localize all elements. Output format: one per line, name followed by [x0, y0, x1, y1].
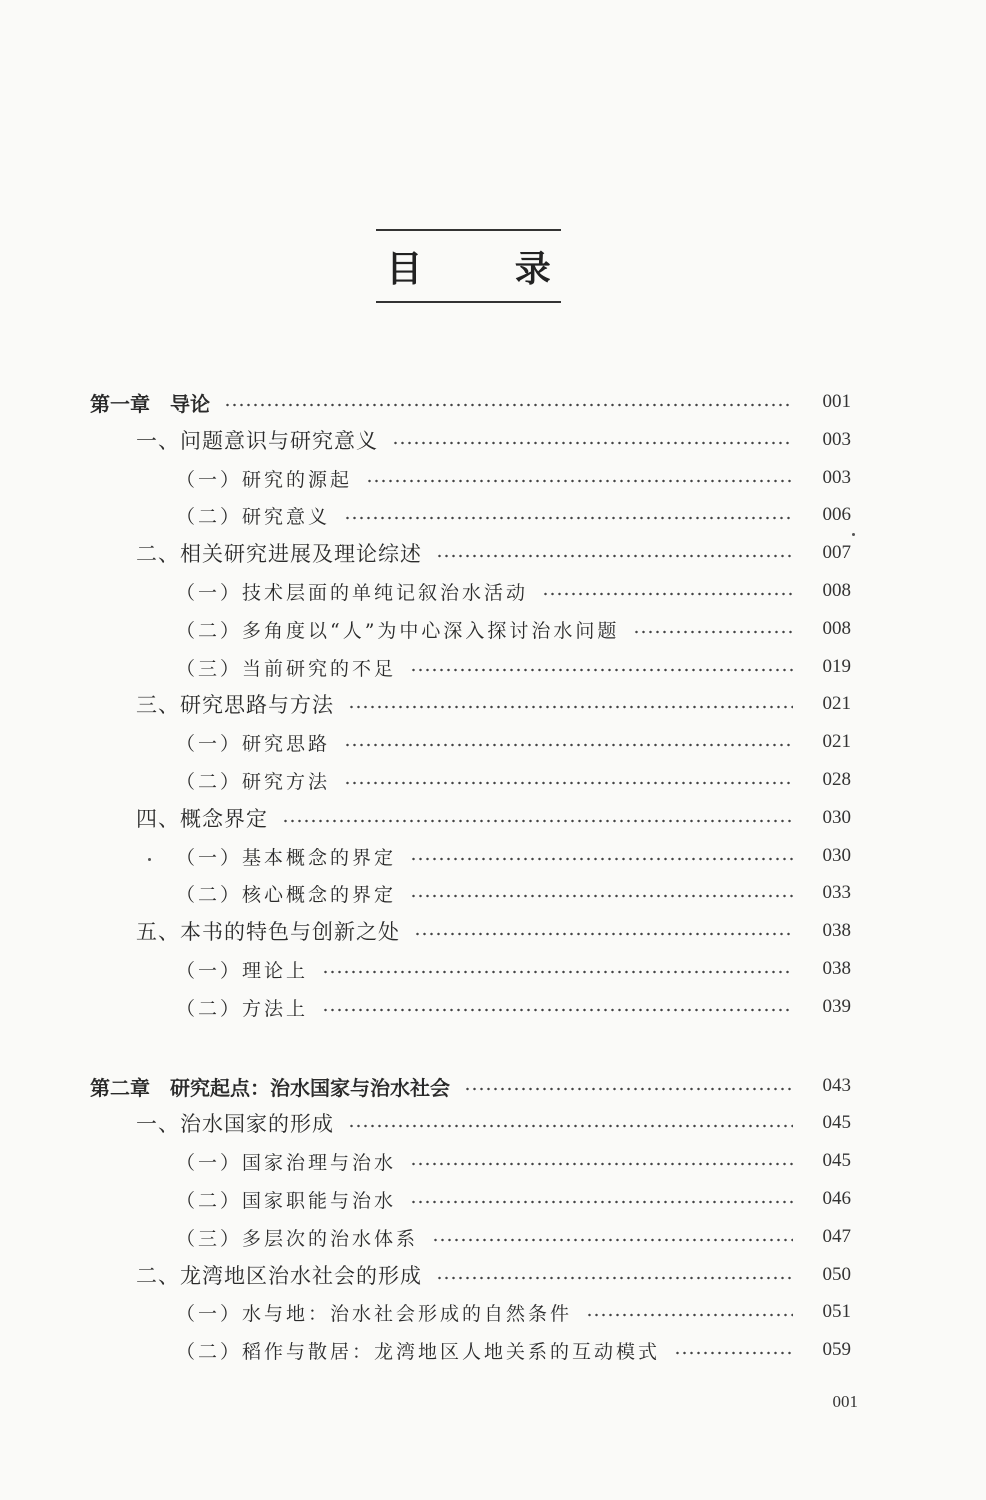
toc-entry-label: （一）水与地：治水社会形成的自然条件 — [176, 1302, 573, 1325]
toc-entry-page: 038 — [822, 958, 851, 979]
toc-entry-page: 008 — [822, 580, 851, 601]
toc-entry-page: 047 — [822, 1226, 851, 1247]
toc-entry-label: （二）研究方法 — [176, 770, 331, 793]
dot-leader — [282, 819, 793, 823]
toc-entry-page: 003 — [822, 467, 851, 488]
toc-entry-label: （一）研究思路 — [176, 732, 331, 755]
dot-leader — [366, 479, 793, 483]
dot-leader — [344, 516, 793, 520]
toc-entry-page: 030 — [822, 807, 851, 828]
toc-entry-page: 059 — [822, 1339, 851, 1360]
dot-leader — [436, 554, 793, 558]
toc-entry-page: 019 — [822, 656, 851, 677]
toc-entry-section — [136, 1108, 851, 1138]
dot-leader — [410, 857, 793, 861]
toc-entry-sub — [176, 614, 851, 644]
stray-mark — [852, 533, 855, 536]
dot-leader — [322, 970, 793, 974]
toc-entry-page: 021 — [822, 731, 851, 752]
toc-entry-label: 一、问题意识与研究意义 — [136, 429, 378, 453]
toc-entry-page: 001 — [822, 391, 851, 412]
dot-leader — [633, 630, 793, 634]
toc-entry-page: 030 — [822, 845, 851, 866]
toc-entry-page: 021 — [822, 693, 851, 714]
toc-entry-label: 第一章 导论 — [90, 391, 210, 416]
toc-entry-sub — [176, 576, 851, 606]
toc-entry-sub — [176, 1146, 851, 1176]
dot-leader — [410, 668, 793, 672]
toc-entry-page: 028 — [822, 769, 851, 790]
dot-leader — [542, 592, 793, 596]
toc-entry-section — [136, 803, 851, 833]
toc-entry-sub — [176, 878, 851, 908]
toc-entry-label: （二）核心概念的界定 — [176, 883, 397, 906]
toc-entry-page: 007 — [822, 542, 851, 563]
dot-leader — [348, 705, 793, 709]
toc-entry-page: 039 — [822, 996, 851, 1017]
toc-entry-chapter — [90, 387, 851, 417]
toc-entry-label: 五、本书的特色与创新之处 — [136, 920, 400, 944]
dot-leader — [224, 403, 793, 407]
toc-entry-sub — [176, 1335, 851, 1365]
toc-entry-sub — [176, 652, 851, 682]
toc-entry-label: 第二章 研究起点：治水国家与治水社会 — [90, 1075, 450, 1100]
toc-entry-section — [136, 916, 851, 946]
toc-entry-label: （二）研究意义 — [176, 505, 331, 528]
dot-leader — [436, 1276, 793, 1280]
toc-entry-page: 051 — [822, 1301, 851, 1322]
toc-entry-label: （二）方法上 — [176, 997, 309, 1020]
toc-entry-label: （三）多层次的治水体系 — [176, 1227, 419, 1250]
toc-entry-sub — [176, 841, 851, 871]
toc-entry-label: 一、治水国家的形成 — [136, 1112, 334, 1136]
dot-leader — [322, 1008, 793, 1012]
toc-entry-label: （二）国家职能与治水 — [176, 1189, 397, 1212]
dot-leader — [344, 781, 793, 785]
dot-leader — [410, 1162, 793, 1166]
toc-entry-label: 三、研究思路与方法 — [136, 693, 334, 717]
toc-entry-page: 045 — [822, 1112, 851, 1133]
toc-entry-label: （三）当前研究的不足 — [176, 657, 397, 680]
toc-entry-label: 二、相关研究进展及理论综述 — [136, 542, 422, 566]
dot-leader — [432, 1238, 793, 1242]
toc-entry-label: 二、龙湾地区治水社会的形成 — [136, 1264, 422, 1288]
dot-leader — [674, 1351, 793, 1355]
dot-leader — [410, 1200, 793, 1204]
toc-entry-label: （一）研究的源起 — [176, 468, 353, 491]
toc-entry-page: 043 — [822, 1075, 851, 1096]
dot-leader — [464, 1087, 793, 1091]
toc-entry-label: （一）理论上 — [176, 959, 309, 982]
toc-entry-page: 050 — [822, 1264, 851, 1285]
toc-entry-sub — [176, 954, 851, 984]
dot-leader — [410, 894, 793, 898]
toc-entry-sub — [176, 1297, 851, 1327]
toc-entry-label: （一）技术层面的单纯记叙治水活动 — [176, 581, 529, 604]
toc-entry-page: 003 — [822, 429, 851, 450]
toc-entry-sub — [176, 765, 851, 795]
toc-entry-page: 045 — [822, 1150, 851, 1171]
dot-leader — [586, 1313, 793, 1317]
dot-leader — [348, 1124, 793, 1128]
toc-entry-sub — [176, 463, 851, 493]
toc-entry-section — [136, 689, 851, 719]
page-number: 001 — [832, 1392, 858, 1411]
dot-leader — [344, 743, 793, 747]
dot-leader — [414, 932, 793, 936]
toc-entry-label: （一）基本概念的界定 — [176, 846, 397, 869]
toc-entry-sub — [176, 1222, 851, 1252]
toc-title: 目 录 — [386, 248, 591, 290]
toc-entry-chapter — [90, 1071, 851, 1101]
toc-entry-page: 038 — [822, 920, 851, 941]
toc-entry-sub — [176, 992, 851, 1022]
toc-entry-page: 046 — [822, 1188, 851, 1209]
toc-entry-sub — [176, 500, 851, 530]
toc-entry-section — [136, 425, 851, 455]
toc-entry-sub — [176, 1184, 851, 1214]
toc-entry-label: 四、概念界定 — [136, 807, 268, 831]
dot-leader — [392, 441, 793, 445]
toc-entry-page: 008 — [822, 618, 851, 639]
toc-entry-page: 033 — [822, 882, 851, 903]
toc-entry-label: （二）稻作与散居：龙湾地区人地关系的互动模式 — [176, 1340, 661, 1363]
toc-entry-sub — [176, 727, 851, 757]
toc-entry-section — [136, 538, 851, 568]
toc-title-box — [376, 229, 591, 303]
toc-entry-section — [136, 1260, 851, 1290]
toc-entry-label: （一）国家治理与治水 — [176, 1151, 397, 1174]
toc-entry-page: 006 — [822, 504, 851, 525]
stray-mark — [148, 858, 151, 861]
toc-entry-label: （二）多角度以“人”为中心深入探讨治水问题 — [176, 619, 620, 642]
